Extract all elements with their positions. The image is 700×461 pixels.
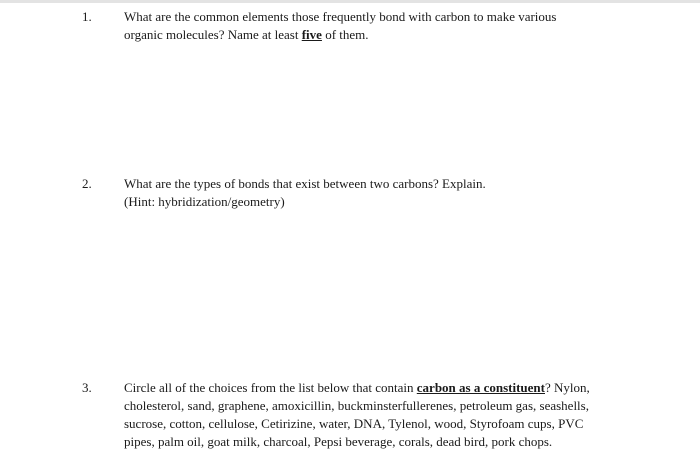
text-segment: (Hint: hybridization/geometry): [124, 194, 285, 209]
top-border: [0, 0, 700, 3]
text-line: [124, 415, 624, 433]
text-segment: ? Nylon,: [544, 380, 590, 395]
text-segment: What are the types of bonds that exist between two carbons? Explain.: [124, 176, 486, 191]
emphasized-word: five: [301, 27, 322, 42]
text-segment: cholesterol, sand, graphene, amoxicillin, buckminsterfullerenes, petroleum gas, seashells,: [124, 398, 589, 413]
text-segment: sucrose, cotton, cellulose, Cetirizine, water, DNA, Tylenol, wood, Styrofoam cups, PVC: [124, 416, 584, 431]
question-text: [124, 175, 624, 211]
text-line: [124, 26, 624, 44]
text-line: [124, 433, 624, 451]
text-line: [124, 8, 624, 26]
question-number: 3.: [82, 380, 92, 395]
emphasized-phrase: carbon as a constituent: [416, 380, 545, 395]
question-number: 2.: [82, 176, 92, 191]
text-line: [124, 397, 624, 415]
text-line: [124, 379, 624, 397]
text-segment: What are the common elements those frequently bond with carbon to make various: [124, 9, 557, 24]
text-segment: of them.: [321, 27, 369, 42]
question-text: [124, 379, 624, 451]
text-line: [124, 175, 624, 193]
text-segment: organic molecules? Name at least: [124, 27, 302, 42]
text-segment: pipes, palm oil, goat milk, charcoal, Pepsi beverage, corals, dead bird, pork chops.: [124, 434, 553, 449]
question-number: 1.: [82, 9, 92, 24]
text-line: [124, 193, 624, 211]
question-text: [124, 8, 624, 44]
text-segment: Circle all of the choices from the list below that contain: [124, 380, 417, 395]
